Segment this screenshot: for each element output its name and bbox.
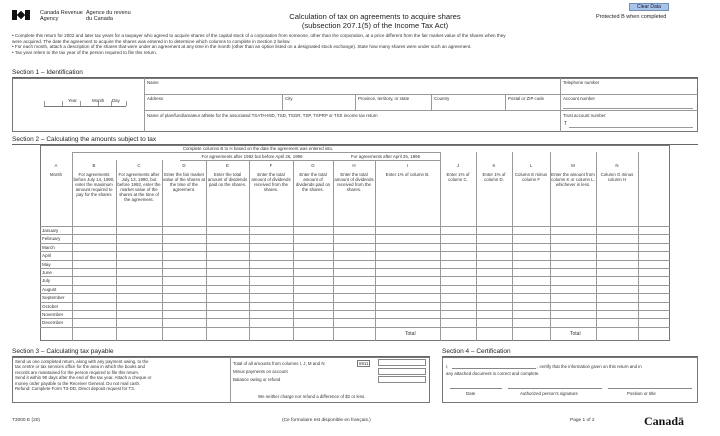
column-letter-d: D — [182, 163, 186, 168]
province-label: Province, territory, or state — [358, 96, 410, 101]
column-header-e: Enter the total amount of dividends paid on the shares. — [207, 172, 248, 187]
month-row-june: June — [42, 270, 52, 275]
month-row-march: March — [42, 244, 55, 250]
column-letter-f: F — [269, 163, 273, 168]
column-header-g: Enter the total amount of dividends paid on the shares. — [295, 172, 331, 192]
trust-prefix: T — [564, 121, 568, 127]
country-label: Country — [434, 96, 450, 101]
year-label: Year — [68, 98, 77, 103]
section3-instructions: Send us one completed return, along with any payment owing, to the tax centre or tax services office for the area in which the books and records are maintained for the person required to file this return. Send it within 90 days after the end of the tax year. Attach a cheque or money order payable to the Receiver General. Do not mail cash. Refund: Complete Form T3-DD, Direct deposit request for T3. — [15, 359, 152, 392]
agency-name-fr: Agence du revenu du Canada — [86, 10, 131, 22]
instructions: • Complete this return for 2002 and later tax years for a taxpayer who agreed to acquire shares of the capital stock of a corporation from someone, other than the corporation, at a price different from the fair market value of the shares when they were acquired. The date the agreement to acquire the shares was entered in to determine which columns to complete in Section 2 below. • For each month, attach a description of the shares that were under an agreement at any time in the month (other than an option listed on a designated stock exchange). State how many shares were under such an agreement. • Tax year refers to the tax year of the person required to file this return. — [12, 33, 506, 55]
line-code: 5911 — [359, 361, 369, 366]
column-header-i: Enter 1% of column B. — [385, 172, 430, 177]
month-row-august: August — [42, 286, 57, 292]
section2-title: Section 2 – Calculating the amounts subject to tax — [12, 136, 157, 143]
month-label: Month — [92, 98, 105, 103]
column-header-k: Enter 1% of column D. — [482, 172, 506, 182]
section3-note: We neither charge nor refund a difference of $2 or less. — [258, 394, 366, 399]
certify-text-2: any attached document is correct and complete. — [446, 371, 540, 376]
month-row-october: October — [42, 303, 59, 309]
certify-name-field[interactable] — [452, 364, 536, 369]
column-letter-h: H — [352, 163, 356, 168]
balance-field[interactable] — [378, 376, 426, 383]
total-amounts-field[interactable] — [378, 359, 426, 366]
protected-label: Protected B when completed — [596, 14, 667, 20]
plan-name-label: Name of plan/fund/amateur athlete for the associated TSATH-IND, TSD, TSGR, TSP, TSPRP or TSS income tax return — [147, 113, 378, 118]
complete-note: Complete columns B to H based on the date the agreement was entered into. — [182, 146, 334, 151]
column-letter-l: L — [529, 163, 533, 168]
column-header-f: Enter the total amount of dividends received from the shares. — [251, 172, 291, 192]
city-label: City — [285, 96, 293, 101]
form-title: Calculation of tax on agreements to acquire shares (subsection 207.1(5) of the Income Tax Act) — [289, 12, 461, 30]
month-row-may: May — [42, 261, 51, 267]
column-letter-n: N — [615, 163, 619, 168]
trust-account-field[interactable] — [569, 121, 693, 128]
total-label-2: Total — [570, 331, 581, 337]
date-sign-field[interactable] — [450, 383, 502, 389]
column-header-a: Month — [49, 172, 63, 177]
column-letter-j: J — [456, 163, 460, 168]
month-row-april: April — [42, 253, 52, 259]
telephone-label: Telephone number — [563, 80, 600, 85]
month-row-september: September — [42, 295, 65, 301]
certify-i: I, — [446, 364, 449, 369]
column-letter-a: A — [54, 163, 58, 168]
french-note: (Ce formulaire est disponible en français.) — [282, 418, 371, 423]
name-label: Name — [147, 80, 159, 85]
certify-text: , certify that the information given on this return and in — [537, 364, 642, 369]
address-label: Address — [147, 96, 164, 101]
account-field[interactable] — [563, 103, 693, 109]
balance-label: Balance owing or refund — [233, 377, 281, 382]
signature-label: Authorized person's signature — [520, 391, 578, 396]
agency-name-en: Canada Revenue Agency — [40, 10, 83, 22]
after-1992-note: For agreements after 1992 but before April 26, 1995 — [201, 154, 303, 159]
telephone-field[interactable] — [563, 86, 693, 92]
column-letter-k: K — [492, 163, 496, 168]
section4-title: Section 4 – Certification — [442, 348, 511, 355]
total-label-1: Total — [405, 331, 416, 337]
column-header-m: Enter the amount from column K or column L, whichever is less. — [551, 172, 595, 187]
month-row-july: July — [42, 278, 51, 284]
name-field[interactable] — [147, 86, 555, 92]
column-header-h: Enter the total amount of dividends received from the shares. — [334, 172, 374, 192]
column-letter-i: I — [406, 163, 409, 168]
form-code: T3000 E (20) — [12, 418, 40, 423]
canada-flag-icon — [12, 10, 30, 20]
date-label: Date — [466, 391, 476, 396]
clear-data-button[interactable]: Clear Data — [629, 3, 669, 11]
section1-title: Section 1 – Identification — [12, 69, 83, 76]
column-letter-g: G — [311, 163, 315, 168]
month-row-december: December — [42, 320, 64, 326]
column-header-d: Enter the fair market value of the shares at the time of the agreement. — [163, 172, 205, 192]
minus-payments-label: Minus payments on account — [233, 369, 288, 374]
canada-wordmark: Canadä — [644, 414, 685, 428]
total-amounts-label: Total of all amounts from columns I, J, M and N — [233, 361, 325, 366]
page-number: Page 1 of 2 — [570, 418, 595, 423]
position-field[interactable] — [608, 383, 692, 389]
column-header-j: Enter 1% of column C. — [446, 172, 470, 182]
month-row-february: February — [42, 236, 61, 242]
trust-account-label: Trust account number — [563, 113, 606, 118]
postal-label: Postal or ZIP code — [508, 96, 545, 101]
column-header-c: For agreements after July 13, 1990, but before 1993, enter the market value of the shares at the time of the agreement. — [117, 172, 161, 202]
column-letter-m: M — [571, 163, 575, 168]
column-header-n: Column G minus column H — [600, 172, 634, 182]
section3-title: Section 3 – Calculating tax payable — [12, 348, 114, 355]
month-row-january: January — [42, 228, 59, 233]
position-label: Position or title — [627, 391, 656, 396]
day-label: Day — [112, 98, 120, 103]
column-header-l: Column E minus column F — [514, 172, 548, 182]
column-letter-b: B — [92, 163, 96, 168]
column-header-b: For agreements before July 14, 1990, enter the maximum amount required to pay for the shares — [73, 172, 115, 197]
after-1995-note: For agreements after April 25, 1995 — [350, 154, 421, 159]
account-label: Account number — [563, 96, 595, 101]
column-letter-c: C — [137, 163, 141, 168]
minus-payments-field[interactable] — [378, 368, 426, 375]
column-letter-e: E — [226, 163, 229, 168]
signature-field[interactable] — [508, 383, 602, 389]
month-row-november: November — [42, 312, 64, 317]
